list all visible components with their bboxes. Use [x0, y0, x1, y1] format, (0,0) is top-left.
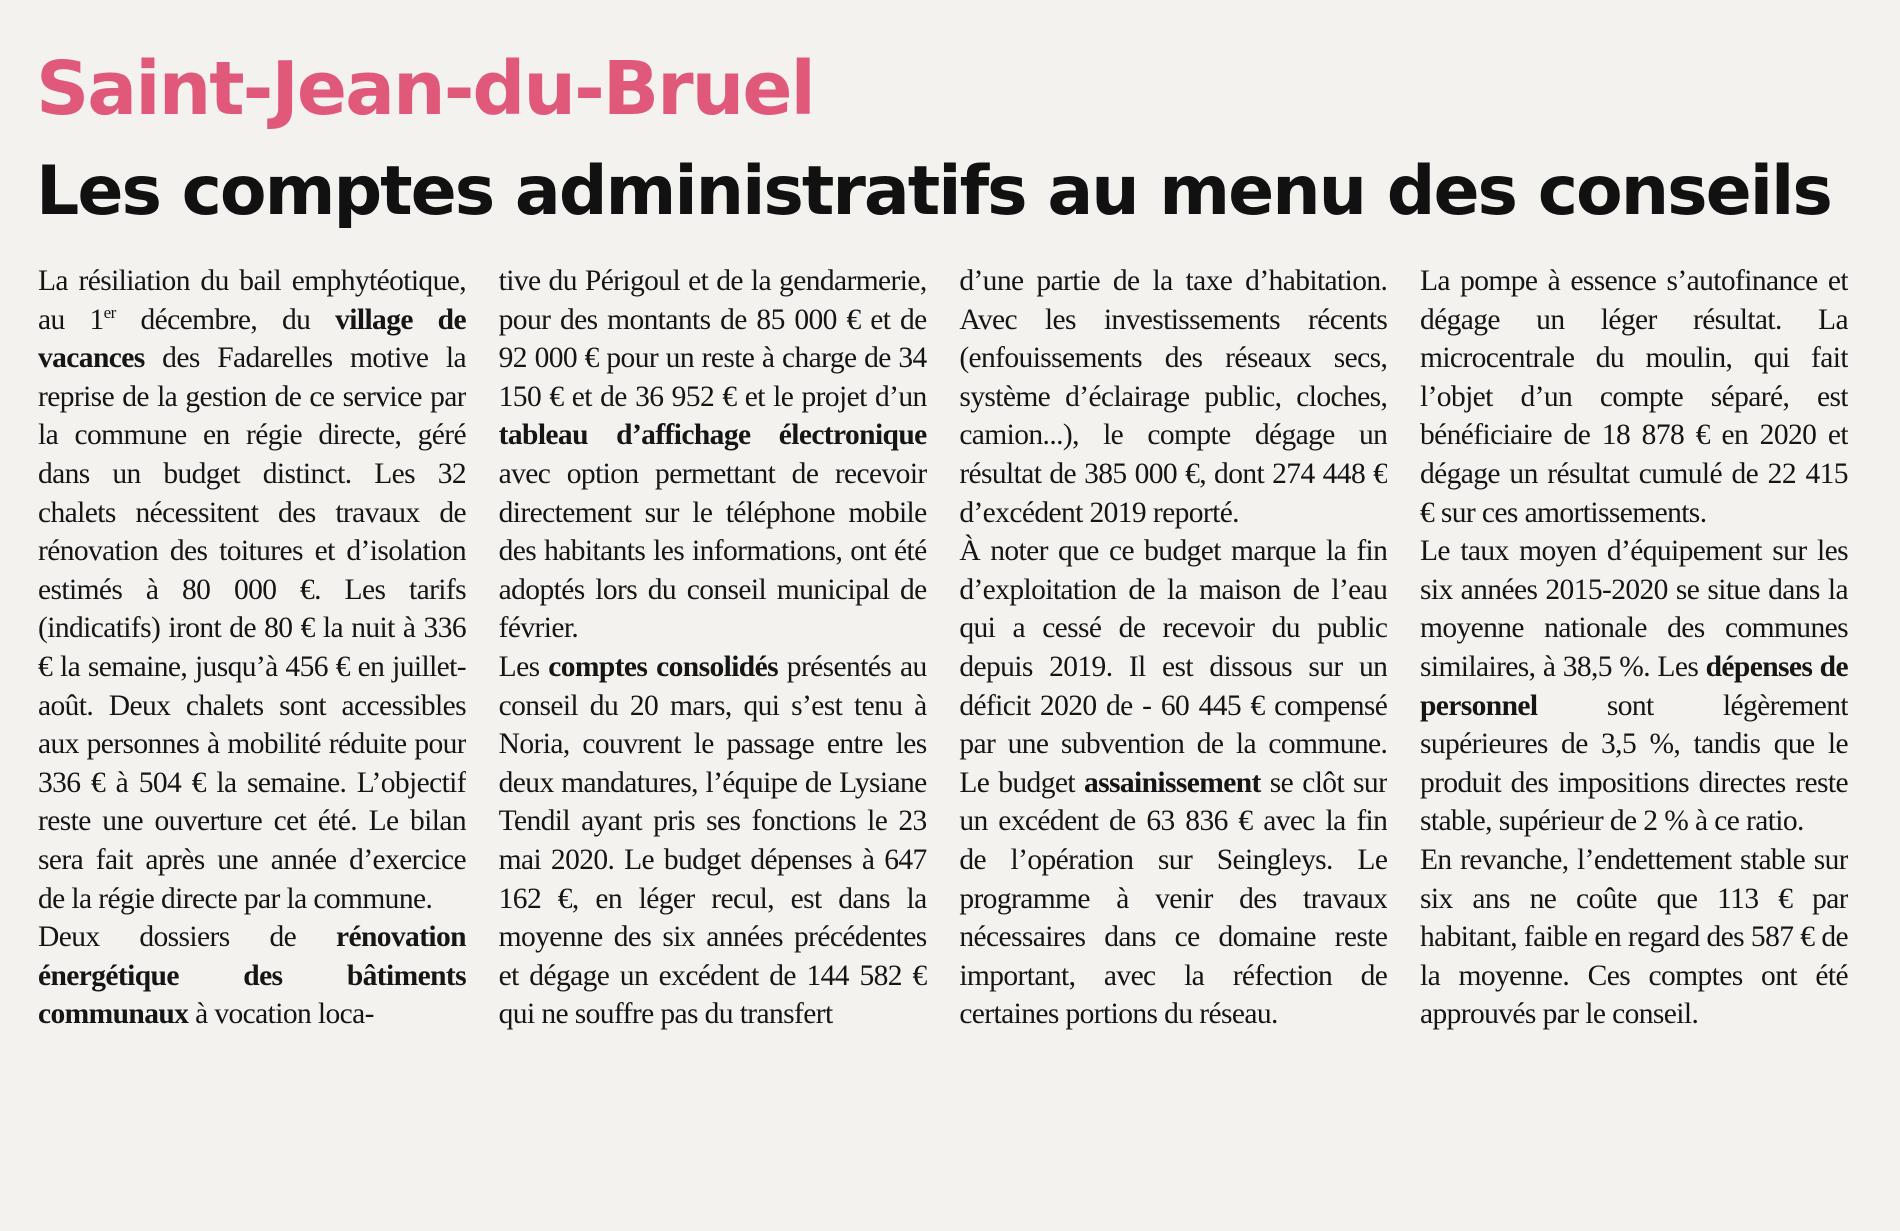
text-run: avec option permettant de recevoir directement sur le téléphone mobile des habitants les informations, ont été adoptés lors du conseil municipal de février. [498, 457, 927, 645]
paragraph [499, 262, 927, 648]
text-run: se clôt sur un excédent de 63 836 € avec la fin de l’opération sur Seingleys. Le programme à venir des travaux nécessaires dans ce domaine reste important, avec la réfection de certaines portions du réseau. [959, 766, 1388, 1031]
bold-text: dépenses de personnel [1419, 650, 1848, 722]
text-run: Deux dossiers de [38, 921, 336, 954]
text-run: À noter que ce budget marque la fin d’exploitation de la maison de l’eau qui a cessé de recevoir du public depuis 2019. Il est dissous sur un déficit 2020 de - 60 445 € compensé par une subvention de la commune. Le budget [959, 535, 1388, 799]
text-run: des Fadarelles motive la reprise de la gestion de ce service par la commune en régie directe, géré dans un budget distinct. Les 32 chalets nécessitent des travaux de rénovation des toitures et d’isolation estimés à 80 000 €. Les tarifs (indicatifs) iront de 80 € la nuit à 336 € la semaine, jusqu’à 456 € en juillet-août. Deux chalets sont accessibles aux personnes à mobilité réduite pour 336 € à 504 € la semaine. L’objectif reste une ouverture cet été. Le bilan sera fait après une année d’exercice de la régie directe par la commune. [38, 342, 466, 915]
column-3 [959, 262, 1387, 1192]
paragraph [959, 532, 1387, 1034]
article-body [38, 262, 1848, 1192]
paragraph [499, 648, 927, 1034]
paragraph [1420, 532, 1848, 841]
column-4 [1420, 262, 1848, 1192]
text-run: décembre, du [115, 303, 336, 336]
bold-text: comptes consolidés [548, 650, 778, 683]
text-run: Le taux moyen d’équipement sur les six années 2015-2020 se situe dans la moyenne nationale des communes similaires, à 38,5 %. Les [1419, 535, 1848, 683]
text-run: Les [498, 650, 549, 683]
bold-text: assainissement [1083, 766, 1261, 799]
paragraph [38, 262, 466, 918]
article-kicker: Saint-Jean-du-Bruel [36, 46, 814, 132]
article-headline: Les comptes administratifs au menu des conseils [36, 152, 1831, 231]
text-run: présentés au conseil du 20 mars, qui s’est tenu à Noria, couvrent le passage entre les deux mandatures, l’équipe de Lysiane Tendil ayant pris ses fonctions le 23 mai 2020. Le budget dépenses à 647 162 €, en léger recul, est dans la moyenne des six années précédentes et dégage un excédent de 144 582 € qui ne souffre pas du transfert [498, 650, 927, 1031]
bold-text: tableau d’affichage électronique [498, 419, 927, 452]
column-1 [38, 262, 466, 1192]
text-run: tive du Périgoul et de la gendarmerie, pour des montants de 85 000 € et de 92 000 € pour un reste à charge de 34 150 € et de 36 952 € et le projet d’un [498, 265, 927, 413]
bold-text: village de vacances [38, 303, 466, 375]
text-run: La résiliation du bail emphytéotique, au 1 [38, 265, 466, 336]
bold-text: rénovation énergétique des bâtiments communaux [38, 921, 466, 1031]
text-run: sont légèrement supérieures de 3,5 %, tandis que le produit des impositions directes reste stable, supérieur de 2 % à ce ratio. [1419, 689, 1848, 838]
paragraph [38, 918, 466, 1034]
text-run: à vocation loca- [188, 998, 374, 1031]
superscript: er [103, 302, 116, 322]
paragraph: La pompe à essence s’autofinance et dégage un léger résultat. La microcentrale du moulin, qui fait l’objet d’un compte séparé, est bénéficiaire de 18 878 € en 2020 et dégage un résultat cumulé de 22 415 € sur ces amortissements. [1419, 265, 1848, 529]
paragraph: En revanche, l’endettement stable sur six ans ne coûte que 113 € par habitant, faible en regard des 587 € de la moyenne. Ces comptes ont été approuvés par le conseil. [1419, 843, 1848, 1031]
column-2 [499, 262, 927, 1192]
paragraph: d’une partie de la taxe d’habitation. Avec les investissements récents (enfouissements des réseaux secs, système d’éclairage public, cloches, camion...), le compte dégage un résultat de 385 000 €, dont 274 448 € d’excédent 2019 reporté. [959, 265, 1388, 529]
